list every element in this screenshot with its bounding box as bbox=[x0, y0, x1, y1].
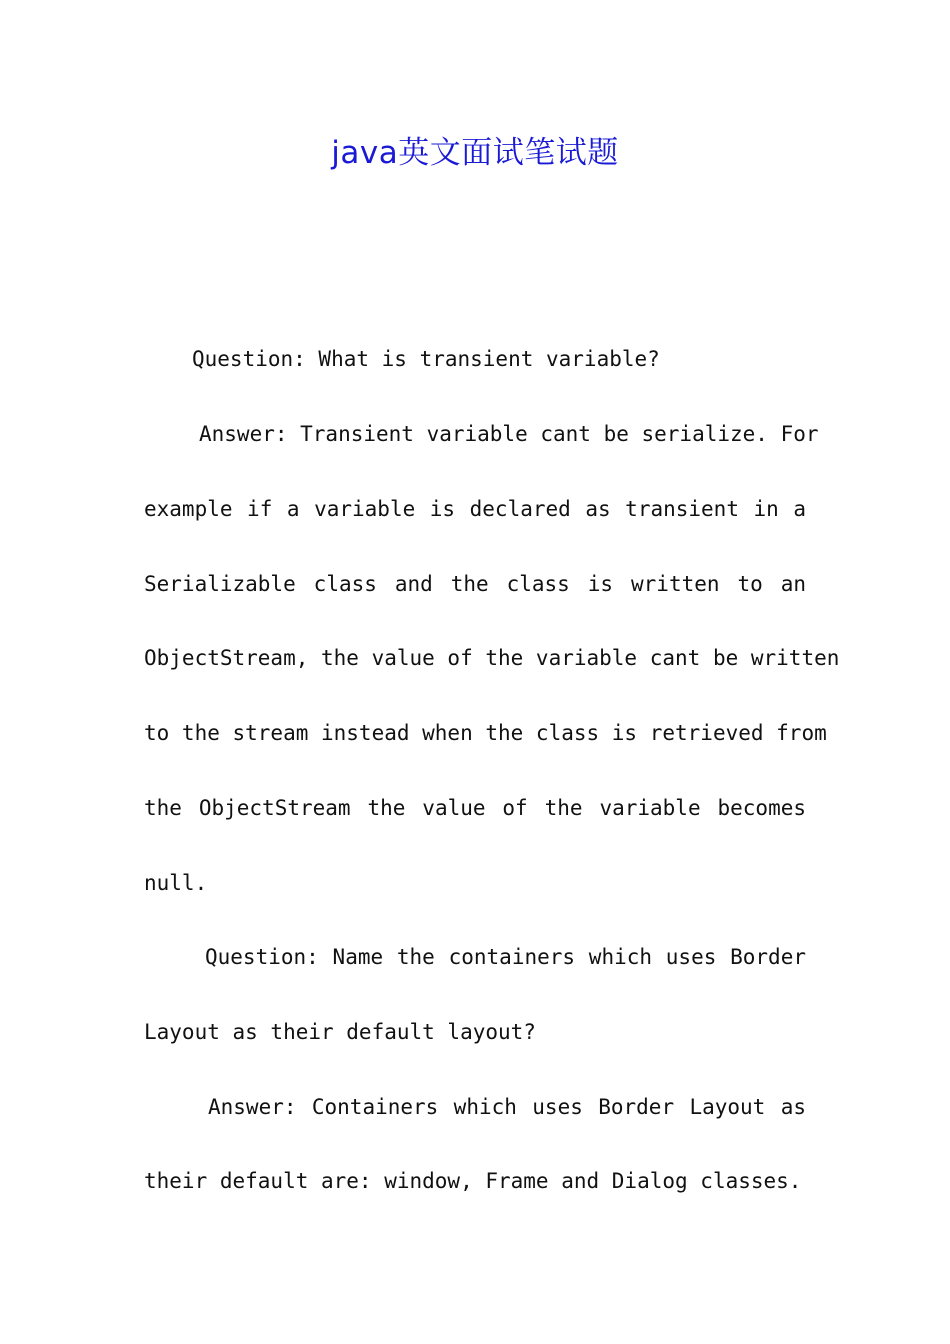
answer-1-line-6: the ObjectStream the value of the variable becomes bbox=[144, 796, 806, 820]
question-2-line-2: Layout as their default layout? bbox=[144, 1020, 536, 1044]
answer-1-line-4: ObjectStream, the value of the variable cant be written bbox=[144, 646, 840, 670]
document-title: java英文面试笔试题 bbox=[331, 135, 619, 171]
question-1-line-1: Question: What is transient variable? bbox=[192, 347, 660, 371]
answer-1-line-3: Serializable class and the class is written to an bbox=[144, 572, 806, 596]
answer-2-line-1: Answer: Containers which uses Border Layout as bbox=[208, 1095, 806, 1119]
answer-1-line-1: Answer: Transient variable cant be serialize. For bbox=[199, 422, 819, 446]
answer-2-line-2: their default are: window, Frame and Dialog classes. bbox=[144, 1169, 802, 1193]
answer-1-line-5: to the stream instead when the class is retrieved from bbox=[144, 721, 827, 745]
answer-1-line-7: null. bbox=[144, 871, 208, 895]
answer-1-line-2: example if a variable is declared as transient in a bbox=[144, 497, 806, 521]
question-2-line-1: Question: Name the containers which uses Border bbox=[205, 945, 806, 969]
